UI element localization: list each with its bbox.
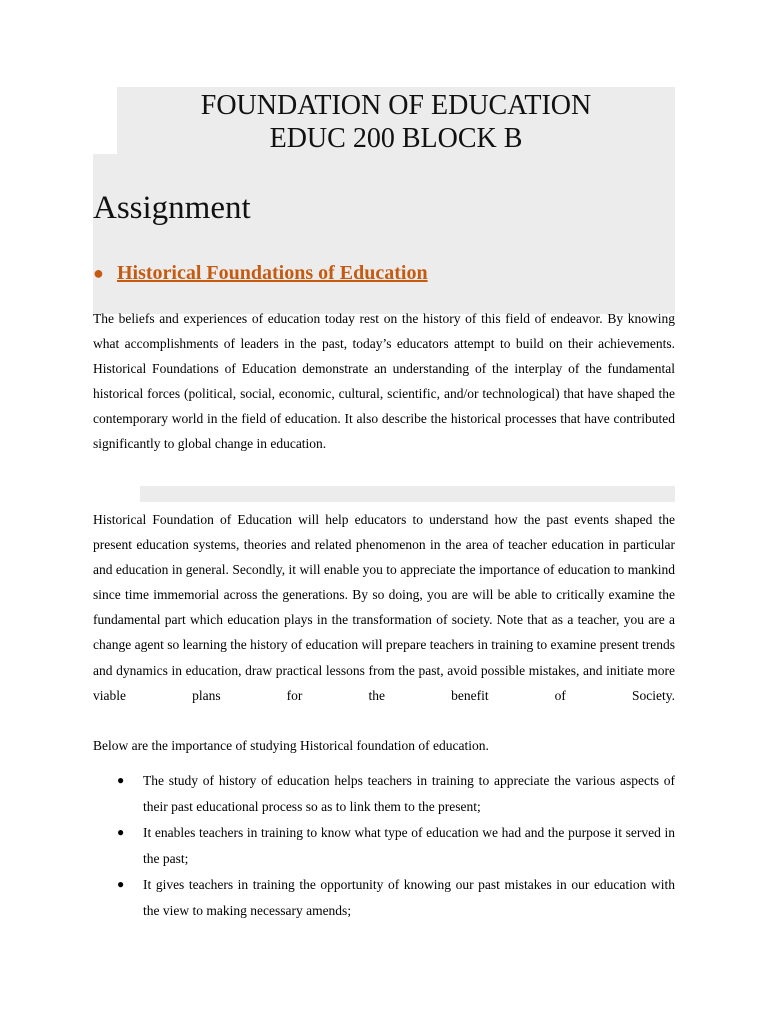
list-item-text: It enables teachers in training to know what type of education we had and the purpose it served in the past; xyxy=(143,825,675,866)
list-item xyxy=(93,768,675,819)
paragraph-historical-foundations: The beliefs and experiences of education today rest on the history of this field of endeavor. By knowing what accomplishments of leaders in the past, today’s educators attempt to build on their achievements. Historical Foundations of Education demonstrate an understanding of the interplay of the fundamental historical forces (political, social, economic, cultural, scientific, and/or technological) that have shaped the contemporary world in the field of education. It also describe the historical processes that have contributed significantly to global change in education. xyxy=(93,311,675,452)
assignment-highlight-background xyxy=(93,154,675,314)
bullet-icon: ● xyxy=(117,877,125,891)
bullet-icon: ● xyxy=(93,263,104,283)
paragraph-importance-for-educators xyxy=(93,507,675,708)
section-heading xyxy=(93,260,428,286)
importance-list xyxy=(93,768,675,924)
assignment-heading: Assignment xyxy=(93,190,251,226)
list-item xyxy=(93,820,675,871)
bullet-icon: ● xyxy=(117,773,125,787)
list-item-text: It gives teachers in training the opportunity of knowing our past mistakes in our education with the view to making necessary amends; xyxy=(143,877,675,918)
list-intro: Below are the importance of studying Historical foundation of education. xyxy=(93,738,489,753)
document-title: FOUNDATION OF EDUCATION xyxy=(200,90,592,121)
list-item-text: The study of history of education helps teachers in training to appreciate the various aspects of their past educational process so as to link them to the present; xyxy=(143,773,675,814)
document-subtitle: EDUC 200 BLOCK B xyxy=(269,123,523,154)
bullet-icon: ● xyxy=(117,825,125,839)
list-item xyxy=(93,872,675,923)
section-heading-text: Historical Foundations of Education xyxy=(117,262,428,284)
paragraph-body: Historical Foundation of Education will help educators to understand how the past events shaped the present education systems, theories and related phenomenon in the area of teacher education in particular and education in general. Secondly, it will enable you to appreciate the importance of education to mankind since time immemorial across the generations. By so doing, you are will be able to critically examine the fundamental part which education plays in the transformation of society. Note that as a teacher, you are a change agent so learning the history of education will prepare teachers in training to examine present trends and dynamics in education, draw practical lessons from the past, avoid possible mistakes, and initiate more xyxy=(93,512,675,678)
paragraph-gap-highlight xyxy=(140,486,675,502)
paragraph-last-line: viable plans for the benefit of Society. xyxy=(93,687,675,703)
